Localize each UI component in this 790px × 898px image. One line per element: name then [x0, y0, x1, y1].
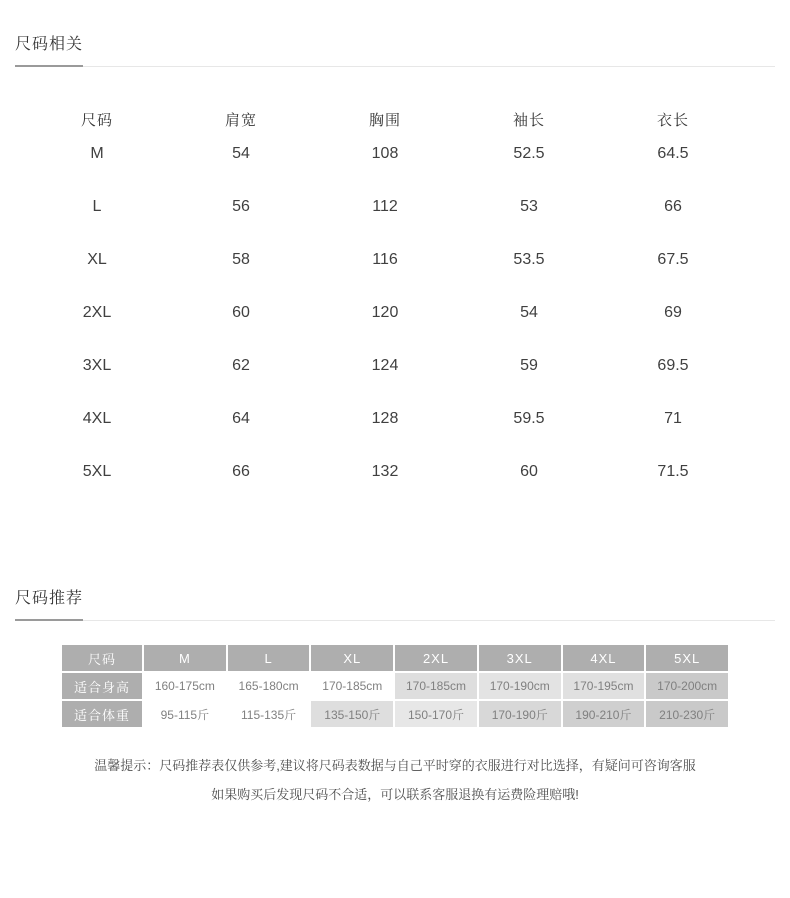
value-cell: 67.5: [657, 250, 689, 268]
size-recommend-section: [0, 585, 790, 809]
recommend-row-label: 适合身高: [62, 673, 142, 699]
height-range-cell: 170-195cm: [563, 673, 645, 699]
size-table-row-4xl: [25, 392, 745, 445]
weight-range-cell: 190-210斤: [563, 701, 645, 727]
recommend-size-header: M: [144, 645, 226, 671]
height-range-cell: 170-200cm: [646, 673, 728, 699]
weight-range-cell: 95-115斤: [144, 701, 226, 727]
value-cell: 60: [232, 303, 250, 321]
size-cell: L: [92, 197, 102, 215]
recommend-size-header: 5XL: [646, 645, 728, 671]
size-table-header-sleeve: 袖长: [512, 111, 545, 129]
weight-range-cell: 115-135斤: [228, 701, 310, 727]
height-range-cell: 170-185cm: [311, 673, 393, 699]
size-cell: 2XL: [82, 303, 112, 321]
value-cell: 120: [371, 303, 399, 321]
value-cell: 124: [371, 356, 399, 374]
size-table-row-5xl: [25, 445, 745, 498]
value-cell: 59: [520, 356, 538, 374]
recommend-size-header: 2XL: [395, 645, 477, 671]
note-line-1: 温馨提示：尺码推荐表仅供参考,建议将尺码表数据与自己平时穿的衣服进行对比选择，有疑问可咨询客服: [94, 758, 696, 773]
value-cell: 64: [232, 409, 250, 427]
size-recommend-table: [62, 645, 728, 727]
value-cell: 62: [232, 356, 250, 374]
value-cell: 116: [372, 250, 398, 268]
size-recommend-title: 尺码推荐: [15, 585, 83, 621]
value-cell: 132: [371, 462, 399, 480]
size-table-row-3xl: [25, 339, 745, 392]
recommend-height-row: [62, 673, 728, 699]
value-cell: 71.5: [657, 462, 689, 480]
height-range-cell: 160-175cm: [144, 673, 226, 699]
value-cell: 108: [371, 144, 399, 162]
recommend-corner-cell: 尺码: [62, 645, 142, 671]
size-table-row-m: [25, 127, 745, 180]
height-range-cell: 170-190cm: [479, 673, 561, 699]
size-cell: 5XL: [82, 462, 112, 480]
recommend-header-row: [62, 645, 728, 671]
size-detail-section-header: [15, 31, 775, 67]
value-cell: 56: [232, 197, 250, 215]
recommend-size-header: XL: [311, 645, 393, 671]
recommend-row-label: 适合体重: [62, 701, 142, 727]
weight-range-cell: 135-150斤: [311, 701, 393, 727]
value-cell: 112: [372, 197, 398, 215]
size-table-row-2xl: [25, 286, 745, 339]
size-table-header-size: 尺码: [80, 111, 113, 129]
note-line-2: 如果购买后发现尺码不合适，可以联系客服退换有运费险理赔哦!: [211, 787, 579, 802]
size-cell: 3XL: [82, 356, 112, 374]
size-table-row-l: [25, 180, 745, 233]
size-table-header-row: [25, 111, 745, 127]
value-cell: 53: [520, 197, 538, 215]
size-table-header-chest: 胸围: [368, 111, 401, 129]
size-cell: 4XL: [82, 409, 112, 427]
recommend-size-header: 3XL: [479, 645, 561, 671]
warm-tips-note: [0, 751, 790, 809]
value-cell: 59.5: [513, 409, 545, 427]
value-cell: 69: [664, 303, 682, 321]
recommend-size-header: L: [228, 645, 310, 671]
size-table-header-length: 衣长: [656, 111, 689, 129]
value-cell: 60: [520, 462, 538, 480]
recommend-size-header: 4XL: [563, 645, 645, 671]
size-detail-section: [0, 31, 790, 498]
size-cell: XL: [87, 250, 107, 268]
size-cell: M: [90, 144, 104, 162]
value-cell: 58: [232, 250, 250, 268]
value-cell: 71: [664, 409, 682, 427]
value-cell: 54: [232, 144, 250, 162]
value-cell: 53.5: [513, 250, 545, 268]
weight-range-cell: 210-230斤: [646, 701, 728, 727]
value-cell: 69.5: [657, 356, 689, 374]
value-cell: 52.5: [513, 144, 545, 162]
value-cell: 64.5: [657, 144, 689, 162]
value-cell: 66: [664, 197, 682, 215]
size-table-header-shoulder: 肩宽: [224, 111, 257, 129]
size-recommend-section-header: [15, 585, 775, 621]
size-detail-title: 尺码相关: [15, 31, 83, 67]
recommend-weight-row: [62, 701, 728, 727]
height-range-cell: 165-180cm: [228, 673, 310, 699]
value-cell: 66: [232, 462, 250, 480]
value-cell: 128: [371, 409, 399, 427]
weight-range-cell: 170-190斤: [479, 701, 561, 727]
size-detail-table: [25, 111, 745, 498]
size-table-row-xl: [25, 233, 745, 286]
value-cell: 54: [520, 303, 538, 321]
height-range-cell: 170-185cm: [395, 673, 477, 699]
weight-range-cell: 150-170斤: [395, 701, 477, 727]
